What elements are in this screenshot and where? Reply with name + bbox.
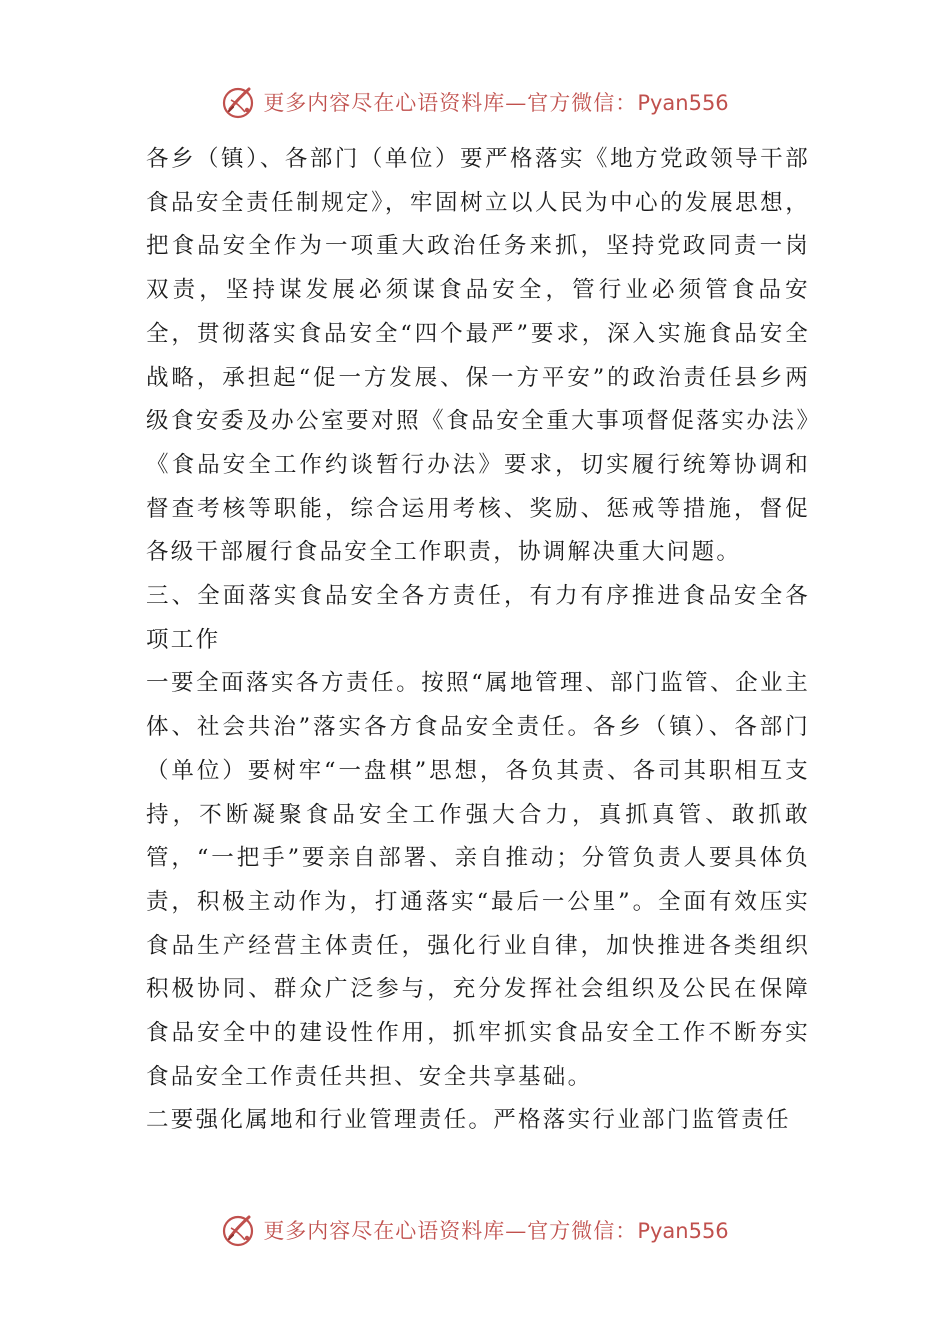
banner-text (263, 1215, 728, 1245)
banner-label: 更多内容尽在心语资料库—官方微信： (263, 1219, 638, 1243)
paragraph-responsibility: 各乡（镇）、各部门（单位）要严格落实《地方党政领导干部食品安全责任制规定》，牢固树立以人民为中心的发展思想，把食品安全作为一项重大政治任务来抓，坚持党政同责一岗双责，坚持谋发展必须谋食品安全，管行业必须管食品安全，贯彻落实食品安全“四个最严”要求，深入实施食品安全战略，承担起“促一方发展、保一方平安”的政治责任县乡两级食安委及办公室要对照《食品安全重大事项督促落实办法》《食品安全工作约谈暂行办法》要求，切实履行统筹协调和督查考核等职能，综合运用考核、奖励、惩戒等措施，督促各级干部履行食品安全工作职责，协调解决重大问题。 (146, 146, 810, 566)
wechat-id: Pyan556 (637, 91, 729, 115)
section-heading-3: 三、全面落实食品安全各方责任，有力有序推进食品安全各项工作 (146, 583, 810, 653)
pen-logo-icon (221, 1212, 257, 1248)
document-body (146, 138, 810, 1143)
banner-label: 更多内容尽在心语资料库—官方微信： (263, 91, 638, 115)
pen-logo-icon (221, 84, 257, 120)
paragraph-territorial: 二要强化属地和行业管理责任。严格落实行业部门监管责任 (146, 1107, 791, 1134)
footer-banner (0, 1208, 950, 1252)
wechat-id: Pyan556 (637, 1219, 729, 1243)
paragraph-all-parties: 一要全面落实各方责任。按照“属地管理、部门监管、企业主体、社会共治”落实各方食品安全责任。各乡（镇）、各部门（单位）要树牢“一盘棋”思想，各负其责、各司其职相互支持，不断凝聚食品安全工作强大合力，真抓真管、敢抓敢管，“一把手”要亲自部署、亲自推动；分管负责人要具体负责，积极主动作为，打通落实“最后一公里”。全面有效压实食品生产经营主体责任，强化行业自律，加快推进各类组织积极协同、群众广泛参与，充分发挥社会组织及公民在保障食品安全中的建设性作用，抓牢抓实食品安全工作不断夯实食品安全工作责任共担、安全共享基础。 (146, 670, 810, 1090)
header-banner (0, 80, 950, 124)
banner-text (263, 87, 728, 117)
